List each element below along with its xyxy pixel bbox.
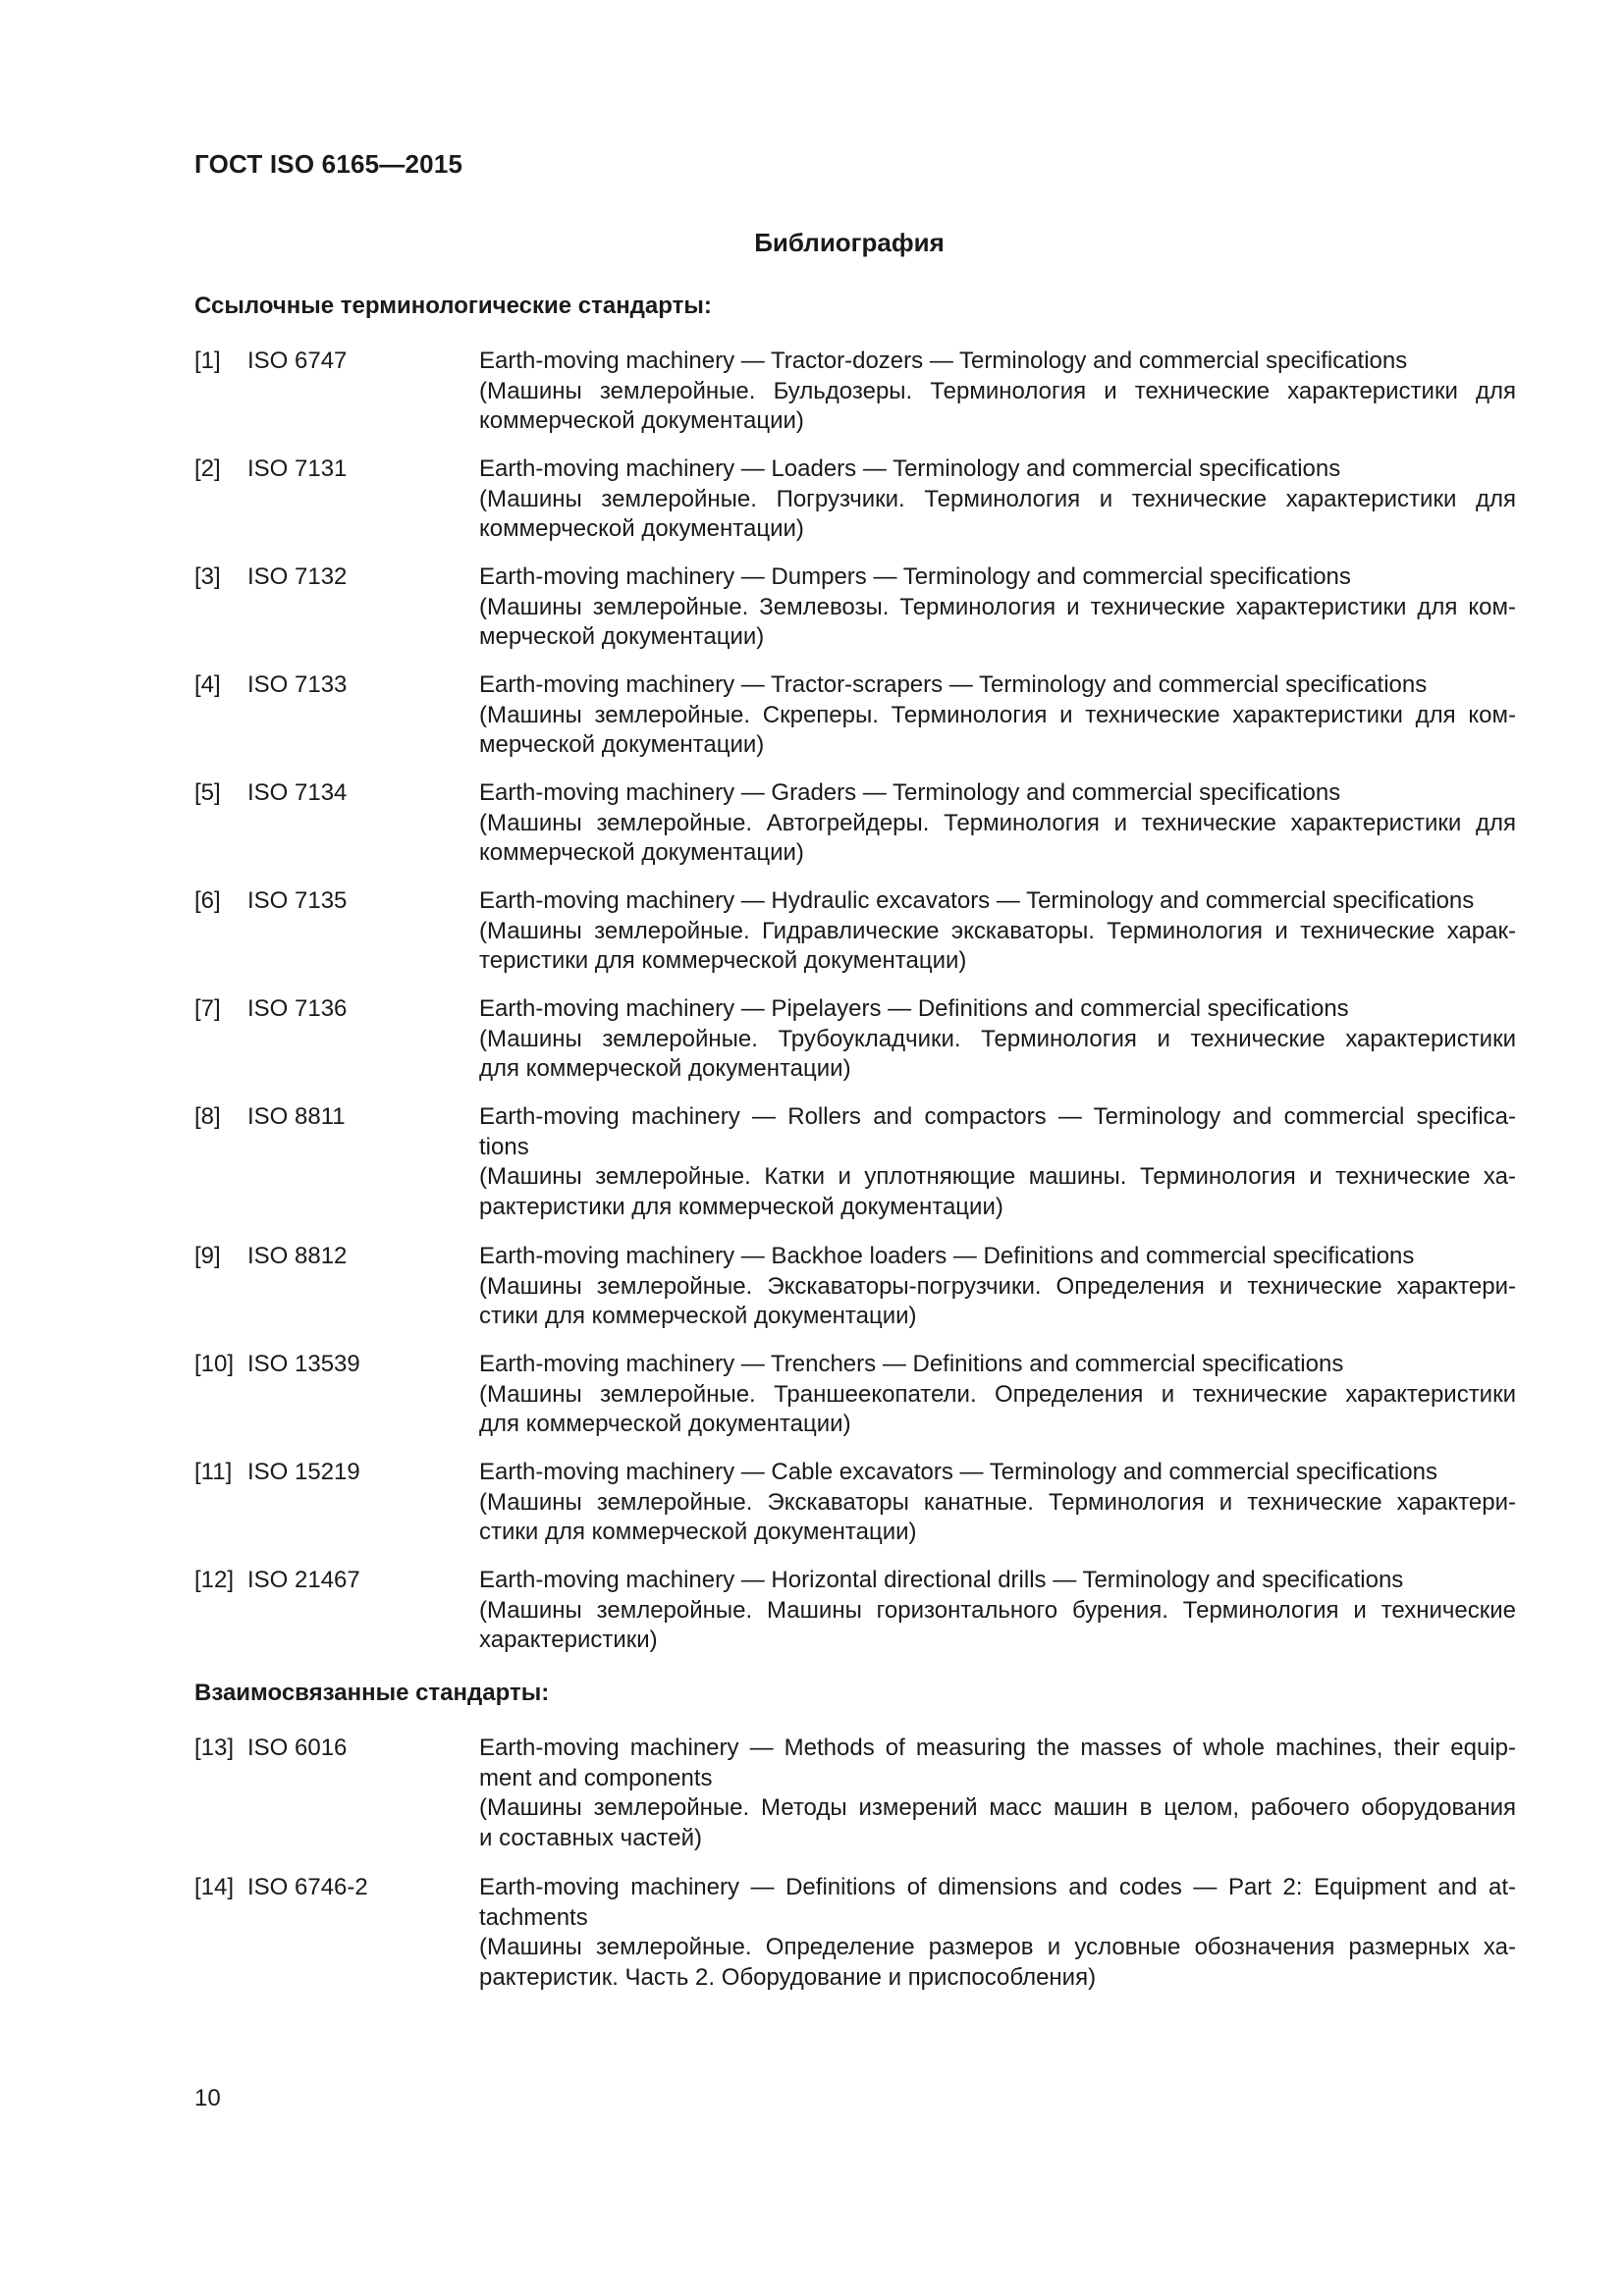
standard-description xyxy=(479,454,1516,545)
entry-number: [2] xyxy=(194,455,221,482)
standard-description xyxy=(479,1873,1516,1993)
standard-code: ISO 6016 xyxy=(247,1735,348,1761)
bibliography-entry xyxy=(194,562,1516,653)
standard-description xyxy=(479,1566,1516,1656)
description-line: коммерческой документации) xyxy=(479,515,804,542)
description-line: (Машины землеройные. Скреперы. Терминология и технические характеристики для ком- xyxy=(479,701,1516,728)
description-line: Earth-moving machinery — Hydraulic excavators — Terminology and commercial specifications xyxy=(479,887,1475,914)
description-line: Earth-moving machinery — Cable excavators — Terminology and commercial specifications xyxy=(479,1459,1437,1485)
standard-code: ISO 7135 xyxy=(247,887,348,914)
description-line: для коммерческой документации) xyxy=(479,1411,851,1437)
standard-description xyxy=(479,1350,1516,1440)
bibliography-entry xyxy=(194,1350,1516,1440)
standard-description xyxy=(479,1242,1516,1332)
section-heading-terminology: Ссылочные терминологические стандарты: xyxy=(194,293,712,319)
description-line: для коммерческой документации) xyxy=(479,1055,851,1082)
entry-number: [7] xyxy=(194,995,221,1022)
standard-code: ISO 6746-2 xyxy=(247,1874,368,1900)
bibliography-entry xyxy=(194,1458,1516,1548)
description-line: (Машины землеройные. Определение размеров и условные обозначения размерных ха- xyxy=(479,1934,1516,1960)
description-line: Earth-moving machinery — Tractor-scrapers — Terminology and commercial specifications xyxy=(479,671,1428,698)
standard-code: ISO 7134 xyxy=(247,779,348,806)
bibliography-entry xyxy=(194,454,1516,545)
standard-code: ISO 8811 xyxy=(247,1103,346,1130)
standard-description xyxy=(479,670,1516,761)
bibliography-entry xyxy=(194,347,1516,437)
standard-code: ISO 7136 xyxy=(247,995,348,1022)
description-line: tachments xyxy=(479,1903,588,1931)
entry-number: [10] xyxy=(194,1351,235,1377)
description-line: (Машины землеройные. Погрузчики. Терминология и технические характеристики для xyxy=(479,485,1516,512)
description-line: рактеристики для коммерческой документации) xyxy=(479,1193,1003,1220)
page-number: 10 xyxy=(194,2085,221,2111)
bibliography-title: Библиография xyxy=(754,228,945,257)
description-line: стики для коммерческой документации) xyxy=(479,1519,917,1545)
entry-number: [8] xyxy=(194,1103,221,1130)
bibliography-entry xyxy=(194,886,1516,977)
standard-description xyxy=(479,1734,1516,1853)
standard-description xyxy=(479,562,1516,653)
description-line: мерческой документации) xyxy=(479,623,765,650)
entry-number: [6] xyxy=(194,887,221,914)
bibliography-entry xyxy=(194,1242,1516,1332)
entry-number: [9] xyxy=(194,1243,221,1269)
standard-code: ISO 6747 xyxy=(247,347,348,374)
description-line: стики для коммерческой документации) xyxy=(479,1303,917,1329)
description-line: Earth-moving machinery — Horizontal directional drills — Terminology and specifications xyxy=(479,1567,1404,1593)
description-line: (Машины землеройные. Машины горизонтального бурения. Терминология и технические xyxy=(479,1596,1516,1624)
description-line: tions xyxy=(479,1133,529,1160)
description-line: ment and components xyxy=(479,1764,713,1791)
standard-description xyxy=(479,1102,1516,1222)
description-line: (Машины землеройные. Автогрейдеры. Терминология и технические характеристики для xyxy=(479,809,1516,836)
standard-code: ISO 7133 xyxy=(247,671,348,698)
description-line: Earth-moving machinery — Tractor-dozers — Terminology and commercial specifications xyxy=(479,347,1408,374)
standard-description xyxy=(479,886,1516,977)
description-line: Earth-moving machinery — Methods of measuring the masses of whole machines, their equip- xyxy=(479,1735,1516,1761)
description-line: (Машины землеройные. Экскаваторы-погрузчики. Определения и технические характери- xyxy=(479,1272,1516,1300)
bibliography-entry xyxy=(194,1734,1516,1853)
entry-number: [12] xyxy=(194,1567,235,1593)
standard-code: ISO 21467 xyxy=(247,1567,360,1593)
entry-number: [5] xyxy=(194,779,221,806)
standard-description xyxy=(479,994,1516,1085)
bibliography-entry xyxy=(194,670,1516,761)
standard-code: ISO 13539 xyxy=(247,1351,360,1377)
description-line: Earth-moving machinery — Definitions of dimensions and codes — Part 2: Equipment and at- xyxy=(479,1874,1516,1900)
description-line: (Машины землеройные. Трубоукладчики. Терминология и технические характеристики xyxy=(479,1025,1516,1052)
description-line: (Машины землеройные. Бульдозеры. Терминология и технические характеристики для xyxy=(479,377,1516,404)
description-line: рактеристик. Часть 2. Оборудование и приспособления) xyxy=(479,1963,1097,1991)
description-line: (Машины землеройные. Катки и уплотняющие машины. Терминология и технические ха- xyxy=(479,1163,1516,1190)
bibliography-entry xyxy=(194,778,1516,869)
description-line: мерческой документации) xyxy=(479,731,765,758)
description-line: (Машины землеройные. Траншеекопатели. Определения и технические характеристики xyxy=(479,1380,1516,1408)
description-line: Earth-moving machinery — Graders — Terminology and commercial specifications xyxy=(479,779,1341,806)
entry-number: [13] xyxy=(194,1735,235,1761)
standard-code: ISO 8812 xyxy=(247,1243,348,1269)
description-line: теристики для коммерческой документации) xyxy=(479,947,967,974)
standard-description xyxy=(479,1458,1516,1548)
entry-number: [3] xyxy=(194,563,221,590)
description-line: Earth-moving machinery — Trenchers — Definitions and commercial specifications xyxy=(479,1351,1344,1377)
bibliography-entry xyxy=(194,1566,1516,1656)
description-line: коммерческой документации) xyxy=(479,407,804,434)
section-heading-related: Взаимосвязанные стандарты: xyxy=(194,1680,550,1706)
description-line: и составных частей) xyxy=(479,1824,703,1851)
description-line: Earth-moving machinery — Pipelayers — Definitions and commercial specifications xyxy=(479,995,1349,1022)
description-line: Earth-moving machinery — Backhoe loaders — Definitions and commercial specifications xyxy=(479,1243,1415,1269)
standard-description xyxy=(479,347,1516,437)
description-line: (Машины землеройные. Методы измерений масс машин в целом, рабочего оборудования xyxy=(479,1794,1516,1821)
description-line: коммерческой документации) xyxy=(479,839,804,866)
standard-code: ISO 7131 xyxy=(247,455,348,482)
entry-number: [1] xyxy=(194,347,221,374)
bibliography-entry xyxy=(194,1102,1516,1222)
entry-number: [11] xyxy=(194,1459,233,1485)
standard-code: ISO 15219 xyxy=(247,1459,360,1485)
entry-number: [4] xyxy=(194,671,221,698)
description-line: (Машины землеройные. Экскаваторы канатные. Терминология и технические характери- xyxy=(479,1488,1516,1516)
document-header: ГОСТ ISO 6165—2015 xyxy=(194,149,463,179)
bibliography-entry xyxy=(194,994,1516,1085)
description-line: Earth-moving machinery — Loaders — Terminology and commercial specifications xyxy=(479,455,1341,482)
standard-description xyxy=(479,778,1516,869)
description-line: Earth-moving machinery — Rollers and compactors — Terminology and commercial specifica- xyxy=(479,1103,1516,1130)
bibliography-entry xyxy=(194,1873,1516,1993)
description-line: (Машины землеройные. Гидравлические экскаваторы. Терминология и технические харак- xyxy=(479,917,1516,944)
description-line: Earth-moving machinery — Dumpers — Terminology and commercial specifications xyxy=(479,563,1351,590)
description-line: (Машины землеройные. Землевозы. Терминология и технические характеристики для ком- xyxy=(479,593,1516,620)
description-line: характеристики) xyxy=(479,1627,658,1653)
entry-number: [14] xyxy=(194,1874,235,1900)
standard-code: ISO 7132 xyxy=(247,563,348,590)
